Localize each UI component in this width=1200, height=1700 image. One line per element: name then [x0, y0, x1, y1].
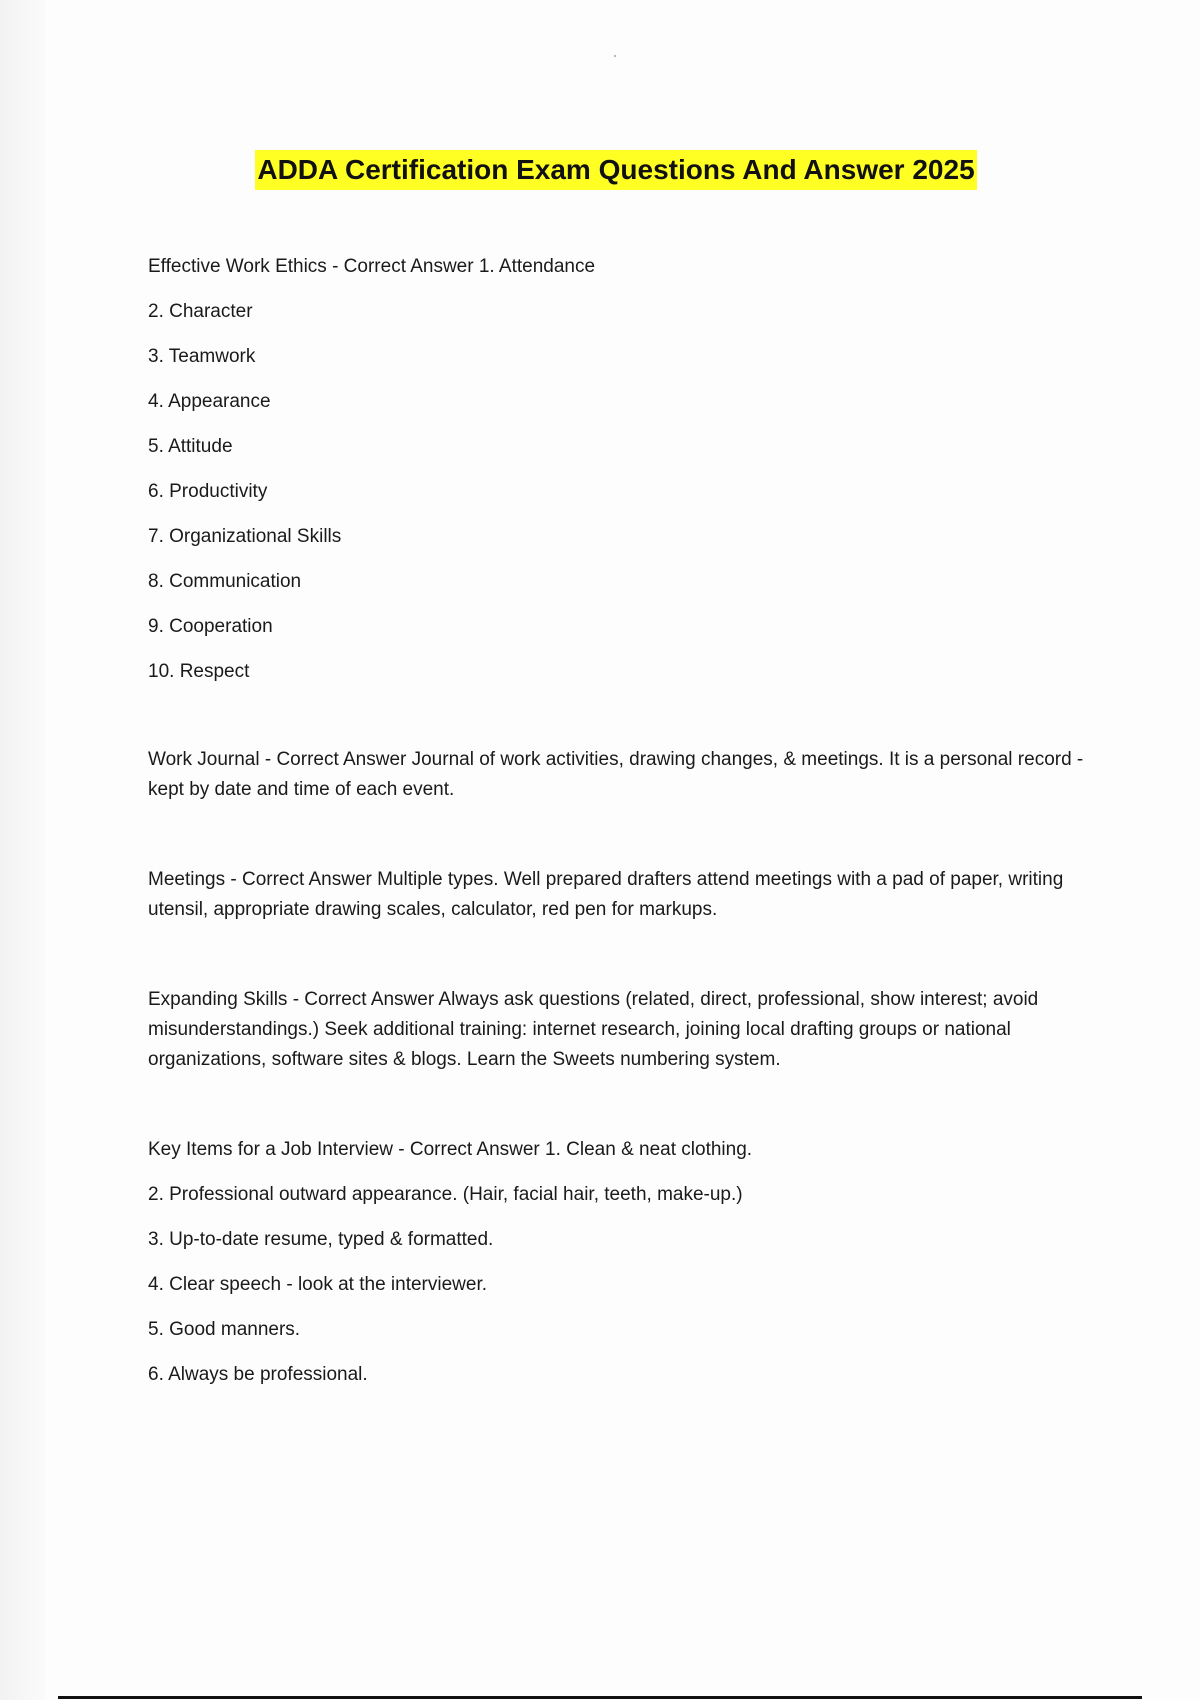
section-meetings: Meetings - Correct Answer Multiple types. Well prepared drafters attend meetings with a pad of paper, writing utensil, appropriate drawing scales, calculator, red pen for markups.	[148, 869, 1064, 920]
list-item: 2. Professional outward appearance. (Hair, facial hair, teeth, make-up.)	[148, 1184, 743, 1205]
list-item: 3. Up-to-date resume, typed & formatted.	[148, 1229, 494, 1250]
list-item: 9. Cooperation	[148, 616, 273, 637]
section-work-journal: Work Journal - Correct Answer Journal of work activities, drawing changes, & meetings. It is a personal record - kept by date and time of each event.	[148, 749, 1084, 800]
list-item: 7. Organizational Skills	[148, 526, 342, 547]
list-item: 3. Teamwork	[148, 346, 256, 367]
list-item: Effective Work Ethics - Correct Answer 1. Attendance	[148, 256, 596, 277]
title-container	[0, 150, 1200, 190]
document-body	[148, 252, 1088, 1405]
list-item: Key Items for a Job Interview - Correct Answer 1. Clean & neat clothing.	[148, 1139, 753, 1160]
list-item: 2. Character	[148, 301, 253, 322]
scan-speck	[614, 55, 616, 57]
list-item: 8. Communication	[148, 571, 302, 592]
section-expanding-skills: Expanding Skills - Correct Answer Always ask questions (related, direct, professional, show interest; avoid misunderstandings.) Seek additional training: internet research, joining local drafting groups or national organizations, software sites & blogs. Learn the Sweets numbering system.	[148, 989, 1039, 1070]
list-item: 4. Appearance	[148, 391, 271, 412]
list-item: 6. Productivity	[148, 481, 268, 502]
section-job-interview	[148, 1135, 1088, 1405]
list-item: 10. Respect	[148, 661, 250, 682]
page-edge-shadow	[0, 0, 46, 1700]
list-item: 5. Attitude	[148, 436, 233, 457]
list-item: 4. Clear speech - look at the interviewer.	[148, 1274, 488, 1295]
section-effective-work-ethics	[148, 252, 1088, 702]
document-title: ADDA Certification Exam Questions And Answer 2025	[255, 150, 976, 190]
bottom-divider	[58, 1696, 1142, 1699]
list-item: 6. Always be professional.	[148, 1364, 368, 1385]
list-item: 5. Good manners.	[148, 1319, 301, 1340]
